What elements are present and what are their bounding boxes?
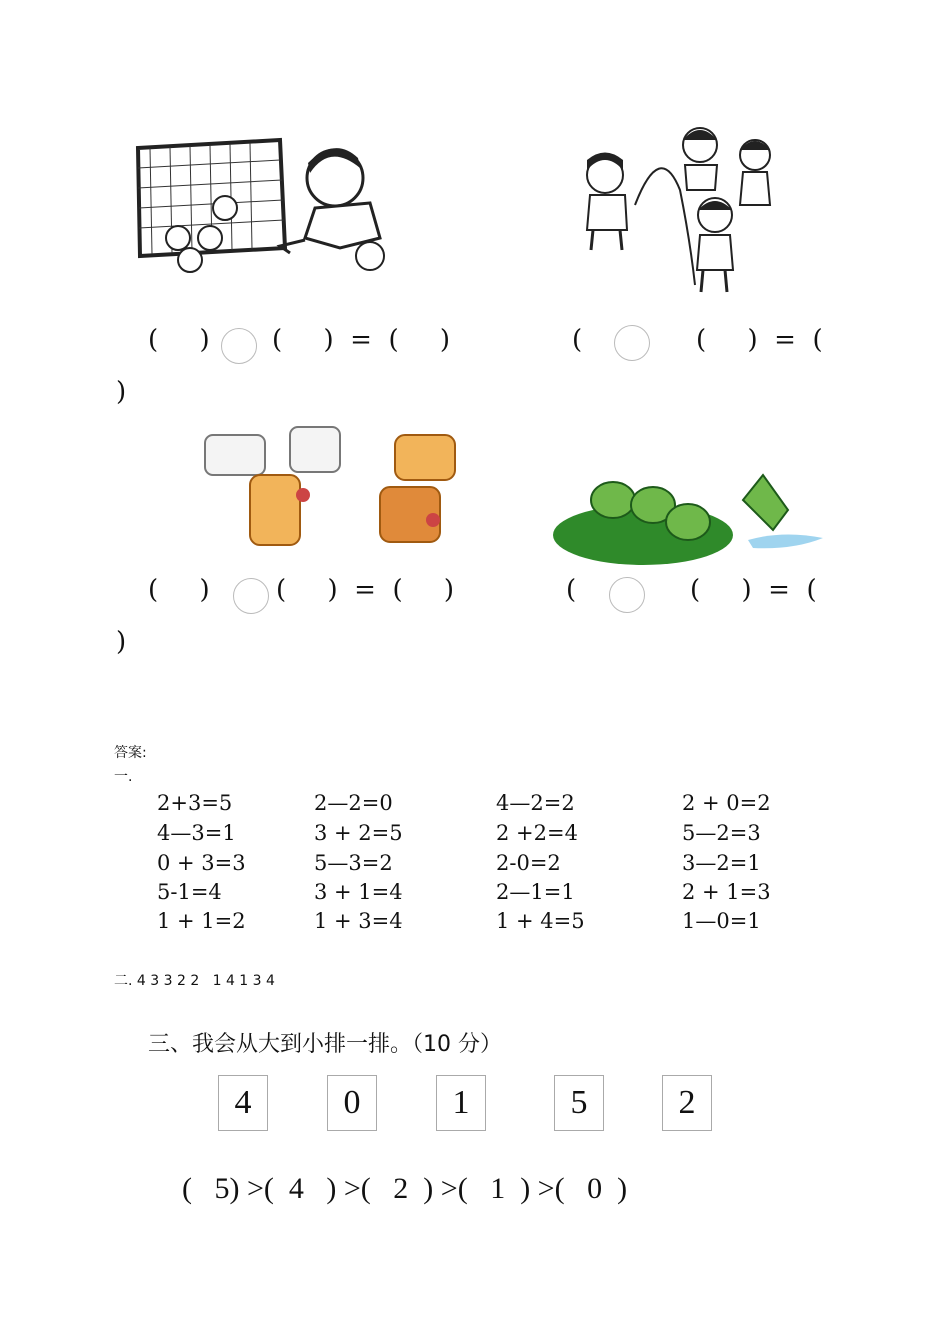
kittens-picture xyxy=(185,415,480,555)
answer-cell: 0 + 3=3 xyxy=(157,851,246,875)
answers-title: 答案: xyxy=(114,745,147,761)
number-box: 5 xyxy=(554,1075,604,1131)
equation-right-1: ( ) = ( xyxy=(696,325,823,355)
equation-middle-2: ( ) = ( ) xyxy=(276,575,455,605)
number-box: 4 xyxy=(218,1075,268,1131)
answer-cell: 2 + 0=2 xyxy=(682,791,771,815)
answer-cell: 4—2=2 xyxy=(496,791,575,815)
answer-cell: 3—2=1 xyxy=(682,851,761,875)
answer-cell: 1 + 3=4 xyxy=(314,909,403,933)
equation-middle-1: ( ) = ( ) xyxy=(272,325,451,355)
answers-section2: 二. 4 3 3 2 2 1 4 1 3 4 xyxy=(114,973,275,989)
answer-cell: 2-0=2 xyxy=(496,851,561,875)
equation-left-1: ( ) xyxy=(148,325,210,355)
children-jump-rope-picture xyxy=(565,110,785,300)
answer-cell: 2—1=1 xyxy=(496,880,575,904)
answer-cell: 4—3=1 xyxy=(157,821,236,845)
equation-right-open-2: ( xyxy=(566,575,577,605)
boy-soccer-goal-picture xyxy=(130,128,395,298)
answer-cell: 2 + 1=3 xyxy=(682,880,771,904)
answer-cell: 1 + 4=5 xyxy=(496,909,585,933)
operator-circle[interactable] xyxy=(233,578,269,614)
answer-cell: 3 + 2=5 xyxy=(314,821,403,845)
answers-section1-label: 一. xyxy=(114,769,133,785)
equation-wrap-2: ) xyxy=(116,627,127,657)
answer-cell: 5—2=3 xyxy=(682,821,761,845)
equation-left-2: ( ) xyxy=(148,575,210,605)
frogs-lily-pad-picture xyxy=(553,450,838,575)
number-box: 1 xyxy=(436,1075,486,1131)
answer-cell: 1—0=1 xyxy=(682,909,761,933)
operator-circle[interactable] xyxy=(614,325,650,361)
answer-cell: 2—2=0 xyxy=(314,791,393,815)
equation-right-open-1: ( xyxy=(572,325,583,355)
number-box: 2 xyxy=(662,1075,712,1131)
operator-circle[interactable] xyxy=(609,577,645,613)
answer-cell: 2 +2=4 xyxy=(496,821,578,845)
section3-heading: 三、我会从大到小排一排。（10 分） xyxy=(148,1032,502,1057)
operator-circle[interactable] xyxy=(221,328,257,364)
order-answer-line: ( 5) >( 4 ) >( 2 ) >( 1 ) >( 0 ) xyxy=(182,1172,628,1205)
number-box: 0 xyxy=(327,1075,377,1131)
answer-cell: 5-1=4 xyxy=(157,880,222,904)
equation-right-2: ( ) = ( xyxy=(690,575,817,605)
answer-cell: 1 + 1=2 xyxy=(157,909,246,933)
answer-cell: 5—3=2 xyxy=(314,851,393,875)
equation-wrap-1: ) xyxy=(116,377,127,407)
answer-cell: 3 + 1=4 xyxy=(314,880,403,904)
answer-cell: 2+3=5 xyxy=(157,791,233,815)
